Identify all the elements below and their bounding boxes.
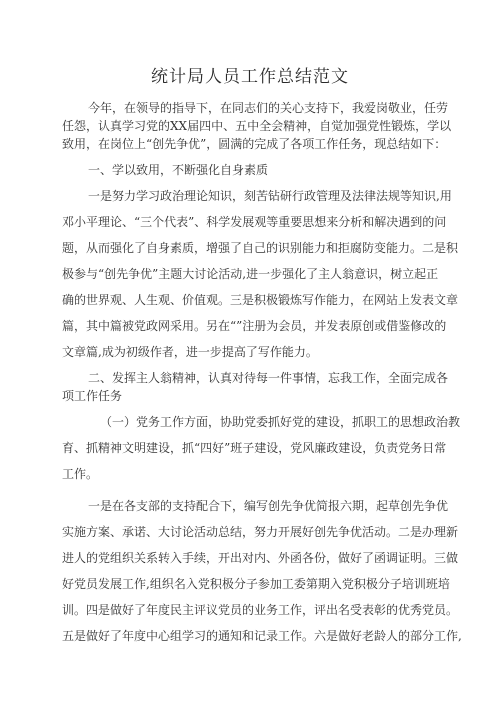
paragraph-line: 进人的党组织关系转入手续，开出对内、外函各份，做好了函调证明。三做 (62, 551, 459, 565)
paragraph-line: 实施方案、承诺、大讨论活动总结，努力开展好创先争优活动。二是办理新 (62, 525, 459, 539)
paragraph-line: 确的世界观、人生观、价值观。三是积极锻炼写作能力，在网站上发表文章 (62, 293, 459, 307)
section-heading: 一、学以致用，不断强化自身素质 (88, 163, 269, 177)
paragraph-line: 致用，在岗位上“创先争优”，圆满的完成了各项工作任务，现总结如下： (62, 137, 447, 151)
paragraph-line: 极参与“创先争优”主题大讨论活动,进一步强化了主人翁意识，树立起正 (62, 267, 439, 281)
paragraph-line: 今年，在领导的指导下，在同志们的关心支持下，我爱岗敬业，任劳 (88, 101, 449, 115)
paragraph-line: 五是做好了年度中心组学习的通知和记录工作。六是做好老龄人的部分工作, (62, 629, 462, 643)
paragraph-line: 一是在各支部的支持配合下，编写创先争优简报六期，起草创先争优 (88, 499, 449, 513)
paragraph-line: 好党员发展工作,组织名入党积极分子参加工委第期入党积极分子培训班培 (62, 577, 450, 591)
paragraph-line: 任怨，认真学习党的XX届四中、五中全会精神，自觉加强党性锻炼，学以 (62, 119, 452, 133)
paragraph-line: 篇，其中篇被党政网采用。另在“”注册为会员，并发表原创或借鉴修改的 (62, 319, 447, 333)
section-heading: 二、发挥主人翁精神，认真对待每一件事情，忘我工作，全面完成各 (88, 371, 449, 385)
paragraph-line: 题，从而强化了自身素质，增强了自己的识别能力和拒腐防变能力。二是积 (62, 241, 459, 255)
paragraph-line: 文章篇,成为初级作者，进一步提高了写作能力。 (62, 345, 318, 359)
paragraph-line: 育、抓精神文明建设，抓“四好”班子建设，党风廉政建设，负责党务日常 (62, 441, 447, 455)
document-title: 统计局人员工作总结范文 (151, 67, 349, 87)
section-heading-cont: 项工作任务 (62, 389, 123, 403)
paragraph-line: （一）党务工作方面，协助党委抓好党的建设，抓职工的思想政治教 (100, 415, 461, 429)
paragraph-line: 工作。 (62, 467, 99, 481)
paragraph-line: 邓小平理论、“三个代表”、科学发展观等重要思想来分析和解决遇到的问 (62, 215, 447, 229)
paragraph-line: 训。四是做好了年度民主评议党员的业务工作，评出名受表彰的优秀党员。 (62, 603, 459, 617)
paragraph-line: 一是努力学习政治理论知识，刻苦钻研行政管理及法律法规等知识,用 (88, 189, 452, 203)
